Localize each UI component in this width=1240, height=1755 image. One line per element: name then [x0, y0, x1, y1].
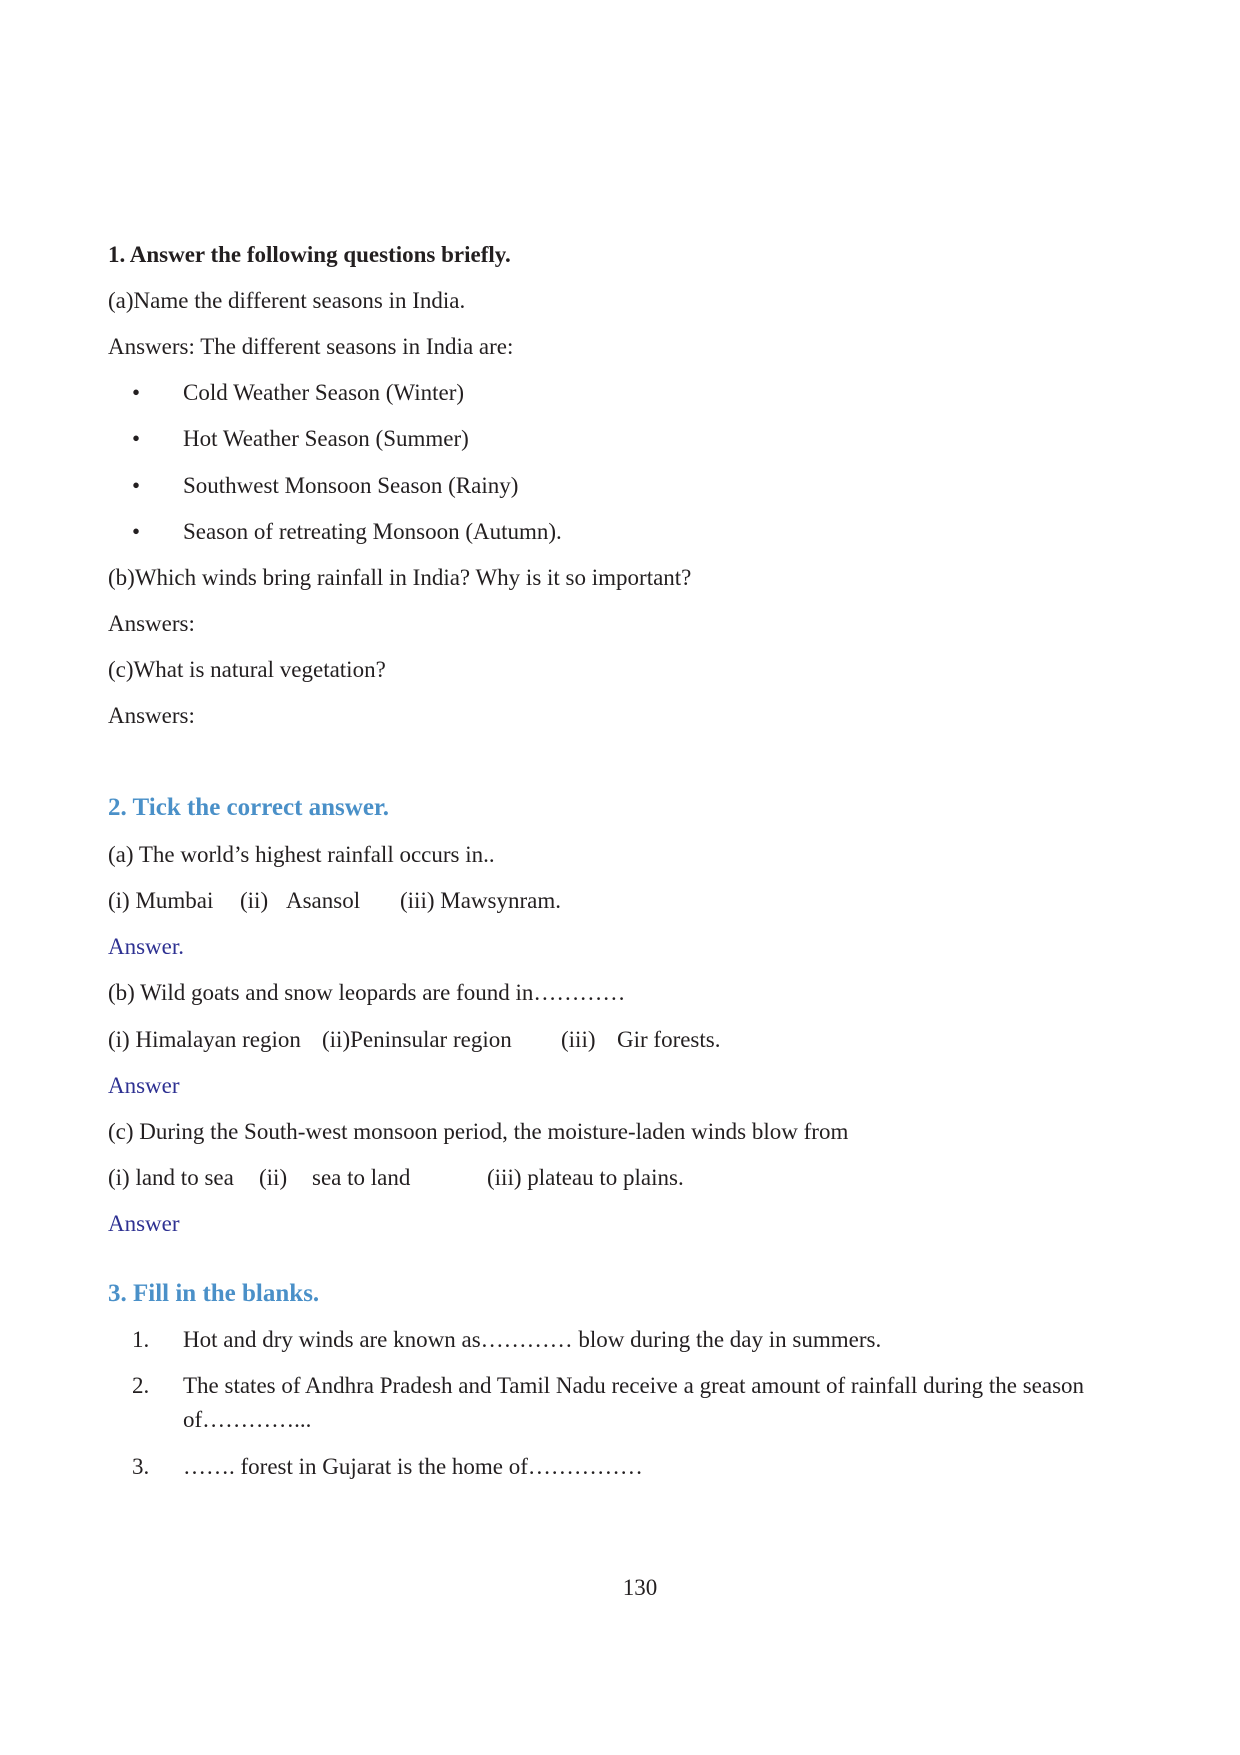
option-2a-iii: (iii) Mawsynram.: [400, 888, 561, 913]
option-2a-ii-text: Asansol: [286, 888, 361, 913]
question-1b: (b)Which winds bring rainfall in India? Why is it so important?: [108, 565, 692, 590]
answer-1b: Answers:: [108, 611, 195, 636]
option-2c-iii: (iii) plateau to plains.: [487, 1165, 684, 1190]
bullet-icon: •: [132, 426, 141, 451]
option-2b-iii-text: Gir forests.: [617, 1027, 721, 1052]
question-2c: (c) During the South-west monsoon period, the moisture-laden winds blow from: [108, 1119, 849, 1144]
section-2-heading: 2. Tick the correct answer.: [108, 794, 389, 821]
season-item: Cold Weather Season (Winter): [183, 380, 465, 405]
option-2a-ii: (ii): [240, 888, 269, 913]
option-2c-ii: (ii): [259, 1165, 288, 1190]
blank-item-number: 1.: [132, 1327, 150, 1352]
question-1c: (c)What is natural vegetation?: [108, 657, 386, 682]
bullet-icon: •: [132, 519, 141, 544]
season-item: Southwest Monsoon Season (Rainy): [183, 473, 519, 498]
question-2b: (b) Wild goats and snow leopards are found in…………: [108, 980, 626, 1005]
bullet-icon: •: [132, 380, 141, 405]
blank-item-number: 3.: [132, 1454, 150, 1479]
answer-1c: Answers:: [108, 703, 195, 728]
section-3-heading: 3. Fill in the blanks.: [108, 1280, 320, 1307]
blank-item: Hot and dry winds are known as………… blow during the day in summers.: [183, 1327, 882, 1352]
blank-item-continuation: of…………...: [183, 1407, 312, 1432]
question-2a: (a) The world’s highest rainfall occurs in..: [108, 842, 495, 867]
blank-item-number: 2.: [132, 1373, 150, 1398]
page-number: 130: [622, 1575, 658, 1600]
option-2b-iii: (iii): [561, 1027, 596, 1052]
option-2b-ii: (ii)Peninsular region: [322, 1027, 512, 1052]
option-2a-i: (i) Mumbai: [108, 888, 214, 913]
option-2c-i: (i) land to sea: [108, 1165, 234, 1190]
season-item: Hot Weather Season (Summer): [183, 426, 469, 451]
option-2b-i: (i) Himalayan region: [108, 1027, 301, 1052]
season-item: Season of retreating Monsoon (Autumn).: [183, 519, 562, 544]
blank-item: ……. forest in Gujarat is the home of……………: [183, 1454, 643, 1479]
blank-item: The states of Andhra Pradesh and Tamil Nadu receive a great amount of rainfall during the season: [183, 1373, 1085, 1398]
answer-2c: Answer: [108, 1211, 180, 1236]
question-1a: (a)Name the different seasons in India.: [108, 288, 466, 313]
answer-2a: Answer.: [108, 934, 185, 959]
answer-2b: Answer: [108, 1073, 180, 1098]
section-1-heading: 1. Answer the following questions briefly.: [108, 242, 511, 267]
option-2c-ii-text: sea to land: [312, 1165, 411, 1190]
answer-1a-intro: Answers: The different seasons in India are:: [108, 334, 514, 359]
bullet-icon: •: [132, 473, 141, 498]
